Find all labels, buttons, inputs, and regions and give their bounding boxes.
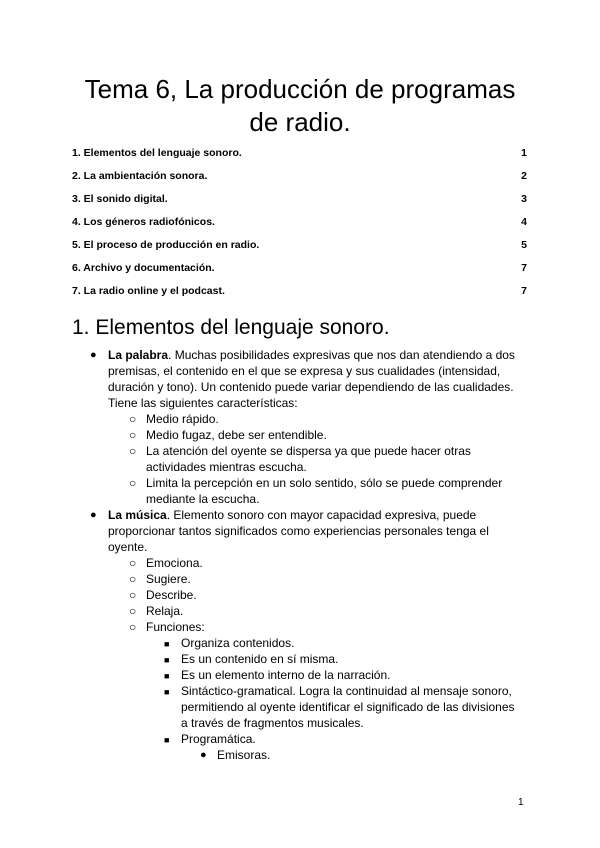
list-item-text: Medio rápido. [146, 412, 219, 426]
list-item-programatica [164, 731, 521, 747]
list-item-funciones [129, 619, 518, 635]
document-title [70, 73, 530, 139]
list-item-text: Relaja. [146, 604, 184, 618]
palabra-text: . Muchas posibilidades expresivas que nos dan atendiendo a dos premisas, el contenido en el que se expresa y sus cualidades (intensidad, duración y tono). Un contenido puede variar dependiendo de las cualidades. Tiene las siguientes características: [108, 348, 515, 410]
list-item [164, 651, 521, 667]
toc-entry-page: 1 [521, 147, 527, 159]
term-palabra: La palabra [108, 348, 169, 362]
list-item [129, 443, 518, 475]
toc-entry-page: 3 [521, 193, 527, 205]
toc-entry-label: 3. El sonido digital. [72, 193, 168, 205]
section-heading: 1. Elementos del lenguaje sonoro. [72, 316, 390, 339]
list-item [200, 747, 517, 763]
list-item-text: Sintáctico-gramatical. Logra la continuidad al mensaje sonoro, permitiendo al oyente identificar el significado de las divisiones a través de fragmentos musicales. [181, 684, 515, 730]
list-item-text: Emisoras. [217, 748, 271, 762]
square-bullet-icon: ■ [164, 655, 170, 665]
toc-entry-label: 7. La radio online y el podcast. [72, 285, 225, 297]
bullet-icon: ● [90, 349, 97, 361]
toc-entry-page: 7 [521, 285, 527, 297]
list-item [129, 603, 518, 619]
circle-bullet-icon: ○ [129, 572, 137, 586]
toc-entry-page: 7 [521, 262, 527, 274]
list-item-text: Funciones: [146, 620, 205, 634]
square-bullet-icon: ■ [164, 735, 170, 745]
toc-entry[interactable] [72, 284, 527, 307]
list-item [129, 587, 518, 603]
toc-entry-page: 2 [521, 170, 527, 182]
list-item-text: Emociona. [146, 556, 203, 570]
square-bullet-icon: ■ [164, 639, 170, 649]
toc-entry[interactable] [72, 238, 527, 261]
list-item-text: La atención del oyente se dispersa ya que puede hacer otras actividades mientras escucha. [146, 444, 471, 474]
musica-text: . Elemento sonoro con mayor capacidad expresiva, puede proporcionar tantos significados como experiencias personales tenga el oyente. [108, 508, 489, 554]
bullet-icon: ● [90, 509, 97, 521]
toc-entry[interactable] [72, 215, 527, 238]
title-line-1: Tema 6, La producción de programas [84, 74, 516, 104]
toc-entry[interactable] [72, 192, 527, 215]
circle-bullet-icon: ○ [129, 428, 137, 442]
list-item [129, 571, 518, 587]
list-item [129, 427, 518, 443]
list-item [129, 555, 518, 571]
term-musica: La música [108, 508, 167, 522]
list-item-text: Limita la percepción en un solo sentido, sólo se puede comprender mediante la escucha. [146, 476, 503, 506]
circle-bullet-icon: ○ [129, 476, 137, 490]
list-item [164, 683, 521, 731]
toc-entry-page: 4 [521, 216, 527, 228]
toc-entry-label: 1. Elementos del lenguaje sonoro. [72, 147, 242, 159]
circle-bullet-icon: ○ [129, 588, 137, 602]
section-body [0, 347, 600, 763]
list-item-text: Es un elemento interno de la narración. [181, 668, 391, 682]
page-number: 1 [518, 797, 524, 808]
toc-entry-label: 6. Archivo y documentación. [72, 262, 215, 274]
list-item-text: Organiza contenidos. [181, 636, 295, 650]
bullet-icon: ● [200, 749, 207, 761]
toc-entry[interactable] [72, 169, 527, 192]
circle-bullet-icon: ○ [129, 444, 137, 458]
square-bullet-icon: ■ [164, 687, 170, 697]
list-item [129, 475, 518, 507]
toc-entry-page: 5 [521, 239, 527, 251]
list-item-text: Sugiere. [146, 572, 191, 586]
toc-entry-label: 2. La ambientación sonora. [72, 170, 208, 182]
circle-bullet-icon: ○ [129, 604, 137, 618]
list-item [164, 667, 521, 683]
list-item-text: Es un contenido en sí misma. [181, 652, 339, 666]
table-of-contents [72, 146, 527, 307]
toc-entry-label: 5. El proceso de producción en radio. [72, 239, 260, 251]
circle-bullet-icon: ○ [129, 412, 137, 426]
list-item [129, 411, 518, 427]
list-item-musica [90, 507, 523, 555]
list-item-text: Medio fugaz, debe ser entendible. [146, 428, 327, 442]
list-item-text: Describe. [146, 588, 197, 602]
square-bullet-icon: ■ [164, 671, 170, 681]
title-line-2: de radio. [249, 107, 351, 137]
toc-entry-label: 4. Los géneros radiofónicos. [72, 216, 215, 228]
list-item-palabra [90, 347, 523, 411]
circle-bullet-icon: ○ [129, 620, 137, 634]
circle-bullet-icon: ○ [129, 556, 137, 570]
list-item [164, 635, 521, 651]
toc-entry[interactable] [72, 261, 527, 284]
toc-entry[interactable] [72, 146, 527, 169]
list-item-text: Programática. [181, 732, 256, 746]
